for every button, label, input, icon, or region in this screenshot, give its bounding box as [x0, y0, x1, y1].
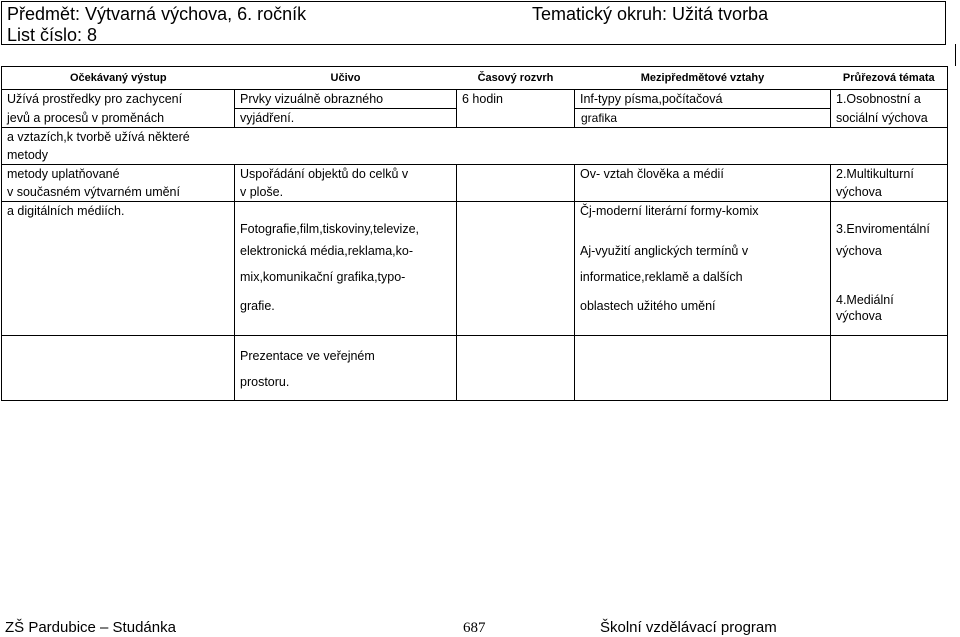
cell-empty [457, 336, 575, 401]
ucivo-line: prostoru. [240, 375, 290, 389]
cell-ucivo: Uspořádání objektů do celků v [235, 165, 457, 184]
cell-ucivo: elektronická média,reklama,ko- [235, 238, 457, 264]
cell-empty [2, 336, 235, 401]
cell-vystup: a vztazích,k tvorbě užívá některé [2, 128, 235, 147]
cell-empty [831, 264, 948, 290]
cell-empty [235, 146, 457, 165]
margin-mark [955, 44, 956, 66]
table-row [2, 264, 948, 290]
cell-temata: výchova [831, 183, 948, 202]
cell-ucivo: grafie. [235, 290, 457, 336]
table-row [2, 336, 948, 401]
cell-empty [2, 290, 235, 336]
cell-empty [457, 202, 575, 221]
cell-temata: 2.Multikulturní [831, 165, 948, 184]
cell-vystup: metody uplatňované [2, 165, 235, 184]
cell-empty [457, 400, 575, 401]
cell-empty [831, 202, 948, 221]
cell-empty [457, 146, 575, 165]
table-row [2, 220, 948, 238]
header-left [7, 4, 306, 46]
cell-vztahy: Ov- vztah člověka a médií [575, 165, 831, 184]
cell-ucivo: vyjádření. [235, 109, 457, 128]
cell-empty [831, 128, 948, 147]
cell-vystup: jevů a procesů v proměnách [2, 109, 235, 128]
table-row [2, 128, 948, 147]
table-row [2, 165, 948, 184]
cell-empty [457, 165, 575, 184]
table-header-row [2, 67, 948, 90]
cell-empty [457, 183, 575, 202]
footer-school: ZŠ Pardubice – Studánka [5, 619, 176, 636]
cell-ucivo: mix,komunikační grafika,typo- [235, 264, 457, 290]
cell-ucivo: v ploše. [235, 183, 457, 202]
cell-rozvrh: 6 hodin [457, 90, 575, 109]
cell-vystup: Užívá prostředky pro zachycení [2, 90, 235, 109]
cell-empty [575, 146, 831, 165]
ucivo-line: Prezentace ve veřejném [240, 349, 375, 363]
subject-title: Předmět: Výtvarná výchova, 6. ročník [7, 4, 307, 24]
table-row [2, 183, 948, 202]
cell-empty [575, 336, 831, 401]
cell-vztahy: informatice,reklamě a dalších [575, 264, 831, 290]
cell-empty [235, 128, 457, 147]
col-header: Učivo [235, 67, 457, 90]
table-row [2, 90, 948, 109]
cell-vystup: metody [2, 146, 235, 165]
col-header: Mezipředmětové vztahy [575, 67, 831, 90]
cell-empty [457, 109, 575, 128]
cell-vztahy: grafika [575, 109, 831, 128]
cell-empty [457, 264, 575, 290]
cell-empty [457, 220, 575, 238]
cell-temata: výchova [831, 238, 948, 264]
cell-ucivo: Prvky vizuálně obrazného [235, 90, 457, 109]
cell-empty [235, 202, 457, 221]
cell-ucivo [235, 336, 457, 401]
curriculum-table [1, 66, 948, 401]
cell-empty [575, 183, 831, 202]
table-row [2, 238, 948, 264]
cell-ucivo: Fotografie,film,tiskoviny,televize, [235, 220, 457, 238]
cell-empty [2, 238, 235, 264]
sheet-number: List číslo: 8 [7, 25, 98, 45]
cell-empty [575, 400, 831, 401]
cell-vztahy: oblastech užitého umění [575, 290, 831, 336]
table-row [2, 290, 948, 336]
table-row [2, 202, 948, 221]
cell-vystup: a digitálních médiích. [2, 202, 235, 221]
cell-empty [457, 128, 575, 147]
cell-vztahy: Aj-využití anglických termínů v [575, 238, 831, 264]
table-row [2, 146, 948, 165]
cell-temata: 1.Osobnostní a [831, 90, 948, 109]
col-header: Průřezová témata [831, 67, 948, 90]
footer-program: Školní vzdělávací program [600, 619, 777, 636]
cell-empty [235, 400, 457, 401]
cell-empty [2, 220, 235, 238]
cell-temata: sociální výchova [831, 109, 948, 128]
footer-page-number: 687 [463, 620, 486, 636]
cell-empty [2, 400, 235, 401]
topic-title: Tematický okruh: Užitá tvorba [532, 4, 769, 24]
col-header: Očekávaný výstup [2, 67, 235, 90]
cell-vztahy: Čj-moderní literární formy-komix [575, 202, 831, 221]
cell-empty [457, 290, 575, 336]
cell-empty [575, 128, 831, 147]
cell-empty [831, 146, 948, 165]
cell-empty [831, 400, 948, 401]
cell-empty [457, 238, 575, 264]
cell-vystup: v současném výtvarném umění [2, 183, 235, 202]
cell-empty [831, 336, 948, 401]
cell-vztahy: Inf-typy písma,počítačová [575, 90, 831, 109]
table-row [2, 109, 948, 128]
cell-temata [831, 290, 948, 336]
table-row [2, 400, 948, 401]
col-header: Časový rozvrh [457, 67, 575, 90]
cell-empty [2, 264, 235, 290]
cell-empty [575, 220, 831, 238]
cell-temata: 3.Enviromentální [831, 220, 948, 238]
tema-line: 4.Mediální [836, 293, 894, 307]
tema-line: výchova [836, 309, 882, 323]
document-header [1, 1, 946, 45]
